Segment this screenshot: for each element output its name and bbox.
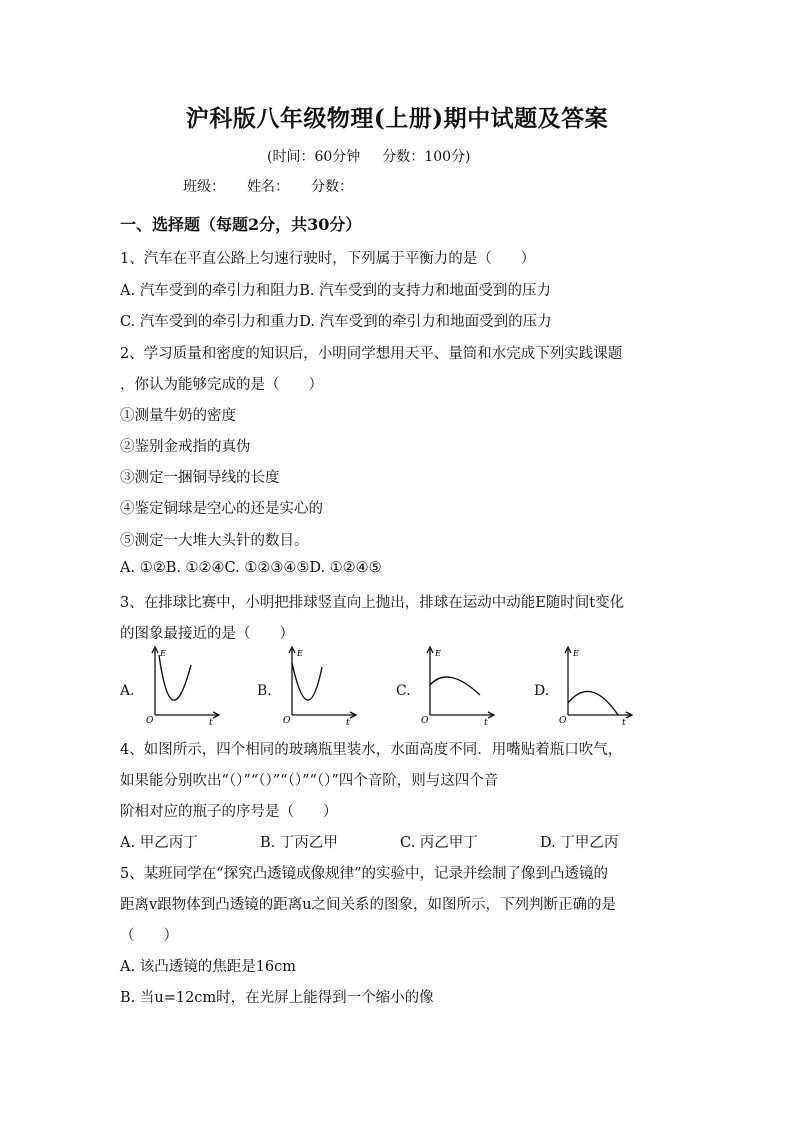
axis-x-label: t	[209, 718, 213, 727]
q3-graph-options	[0, 645, 794, 727]
q3-stem-line2: 的图象最接近的是（ ）	[120, 626, 294, 642]
q2-stem-line1: 2、学习质量和密度的知识后，小明同学想用天平、量筒和水完成下列实践课题	[120, 346, 623, 362]
origin-label: O	[146, 716, 154, 726]
axis-y-label: E	[435, 649, 441, 658]
q4-stem-line2: 如果能分别吹出“（）”“（）”“（）”“（）”四个音阶，则与这四个音	[120, 773, 499, 789]
q5-option-b: B. 当u=12cm时，在光屏上能得到一个缩小的像	[120, 990, 434, 1006]
section-heading: 一、选择题（每题2分，共30分）	[120, 215, 362, 234]
q2-item: ④鉴定铜球是空心的还是实心的	[120, 501, 323, 517]
graph-c-label: C.	[396, 683, 411, 699]
q1-options-ab: A. 汽车受到的牵引力和阻力B. 汽车受到的支持力和地面受到的压力	[120, 283, 552, 299]
origin-label: O	[421, 716, 429, 726]
graph-a	[143, 645, 223, 727]
exam-time: (时间：60分钟	[267, 149, 361, 165]
class-label: 班级：	[183, 179, 225, 195]
student-info	[183, 176, 375, 196]
q2-item: ①测量牛奶的密度	[120, 408, 236, 424]
exam-total-score: 分数：100分)	[382, 149, 471, 165]
axis-x-label: t	[346, 718, 350, 727]
graph-d-label: D.	[534, 683, 550, 699]
q5-stem-line1: 5、某班同学在“探究凸透镜成像规律”的实验中，记录并绘制了像到凸透镜的	[120, 866, 609, 882]
q1-options-cd: C. 汽车受到的牵引力和重力D. 汽车受到的牵引力和地面受到的压力	[120, 314, 552, 330]
origin-label: O	[283, 716, 291, 726]
graph-d	[556, 645, 636, 727]
score-label: 分数：	[311, 179, 353, 195]
q2-stem-line2: ，你认为能够完成的是（ ）	[120, 377, 323, 393]
axis-x-label: t	[484, 718, 488, 727]
q4-stem-line1: 4、如图所示，四个相同的玻璃瓶里装水，水面高度不同．用嘴贴着瓶口吹气，	[120, 742, 623, 758]
axis-y-label: E	[297, 649, 303, 658]
q2-item: ③测定一捆铜导线的长度	[120, 470, 280, 486]
q1-stem: 1、汽车在平直公路上匀速行驶时，下列属于平衡力的是（ ）	[120, 251, 536, 267]
q4-option-b: B. 丁丙乙甲	[260, 835, 338, 851]
graph-a-label: A.	[120, 683, 135, 699]
axis-y-label: E	[573, 649, 579, 658]
name-label: 姓名：	[247, 179, 289, 195]
q4-options	[120, 831, 680, 852]
q4-option-c: C. 丙乙甲丁	[400, 835, 478, 851]
axis-x-label: t	[622, 718, 626, 727]
graph-b	[280, 645, 360, 727]
document-title: 沪科版八年级物理(上册)期中试题及答案	[185, 105, 609, 132]
origin-label: O	[559, 716, 567, 726]
q5-stem-line3: （ ）	[120, 928, 178, 944]
q3-stem-line1: 3、在排球比赛中，小明把排球竖直向上抛出，排球在运动中动能E随时间t变化	[120, 595, 625, 611]
q2-item: ⑤测定一大堆大头针的数目。	[120, 533, 309, 549]
q4-option-a: A. 甲乙丙丁	[120, 835, 198, 851]
q5-stem-line2: 距离v跟物体到凸透镜的距离u之间关系的图象，如图所示，下列判断正确的是	[120, 897, 617, 913]
q2-options: A. ①②B. ①②④C. ①②③④⑤D. ①②④⑤	[120, 560, 382, 576]
exam-meta	[267, 146, 492, 166]
q5-option-a: A. 该凸透镜的焦距是16cm	[120, 959, 297, 975]
axis-y-label: E	[160, 649, 166, 658]
graph-b-label: B.	[257, 683, 272, 699]
q2-item: ②鉴别金戒指的真伪	[120, 439, 251, 455]
q4-option-d: D. 丁甲乙丙	[540, 835, 619, 851]
q4-stem-line3: 阶相对应的瓶子的序号是（ ）	[120, 804, 338, 820]
graph-c	[418, 645, 498, 727]
